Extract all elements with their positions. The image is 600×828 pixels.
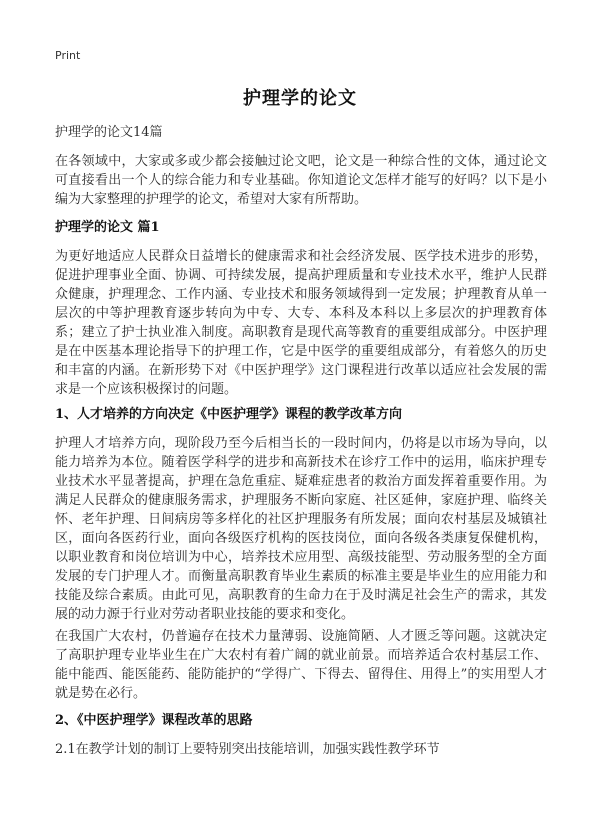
section-paragraph <box>55 247 547 399</box>
paragraph-text: 护理人才培养方向，现阶段乃至今后相当长的一段时间内，仍将是以市场为导向，以能力培养为本位。随着医学科学的进步和高新技术在诊疗工作中的运用，临床护理专业技术水平显著提高，护理在急危重症、疑难症患者的救治方面发挥着重要作用。为满足人民群众的健康服务需求，护理服务不断向家庭、社区延伸，家庭护理、临终关怀、老年护理、日间病房等多样化的社区护理服务有所发展；面向农村基层及城镇社区，面向各医药行业，面向各级医疗机构的医技岗位，面向各级各类康复保健机构，以职业教育和岗位培训为中心，培养技术应用型、高级技能型、劳动服务型的全方面发展的专门护理人才。而衡量高职教育毕业生素质的标准主要是毕业生的应用能力和技能及综合素质。由此可见，高职教育的生命力在于及时满足社会生产的需求，其发展的动力源于行业对劳动者职业技能的要求和变化。 <box>55 436 547 622</box>
paragraph-text: 在我国广大农村，仍普遍存在技术力量薄弱、设施简陋、人才匮乏等问题。这就决定了高职护理专业毕业生在广大农村有着广阔的就业前景。而培养适合农村基层工作、能中能西、能医能药、能防能护的“学得广、下得去、留得住、用得上”的实用型人才就是势在必行。 <box>55 629 547 701</box>
paragraph-1 <box>55 434 547 624</box>
paragraph-text: 2.1在教学计划的制订上要特别突出技能培训，加强实践性教学环节 <box>55 742 440 757</box>
paragraph-2 <box>55 627 547 703</box>
subheading-1: 1、人才培养的方向决定《中医护理学》课程的教学改革方向 <box>55 407 403 422</box>
intro-text: 在各领域中，大家或多或少都会接触过论文吧，论文是一种综合性的文体，通过论文可直接看出一个人的综合能力和专业基础。你知道论文怎样才能写的好吗？以下是小编为大家整理的护理学的论文，希望对大家有所帮助。 <box>55 154 547 207</box>
intro-paragraph <box>55 152 547 209</box>
print-link[interactable]: Print <box>55 49 81 62</box>
subheading-2: 2、《中医护理学》课程改革的思路 <box>55 713 253 728</box>
section-heading: 护理学的论文 篇1 <box>55 220 160 235</box>
page-title: 护理学的论文 <box>243 88 357 109</box>
paragraph-3 <box>55 740 547 759</box>
document-subtitle: 护理学的论文14篇 <box>55 125 163 140</box>
paragraph-text: 为更好地适应人民群众日益增长的健康需求和社会经济发展、医学技术进步的形势，促进护理事业全面、协调、可持续发展，提高护理质量和专业技术水平，维护人民群众健康，护理理念、工作内涵、专业技术和服务领域得到一定发展；护理教育从单一层次的中等护理教育逐步转向为中专、大专、本科及本科以上多层次的护理教育体系；建立了护士执业准入制度。高职教育是现代高等教育的重要组成部分。中医护理是在中医基本理论指导下的护理工作，它是中医学的重要组成部分，有着悠久的历史和丰富的内涵。在新形势下对《中医护理学》这门课程进行改革以适应社会发展的需求是一个应该积极探讨的问题。 <box>55 249 547 397</box>
